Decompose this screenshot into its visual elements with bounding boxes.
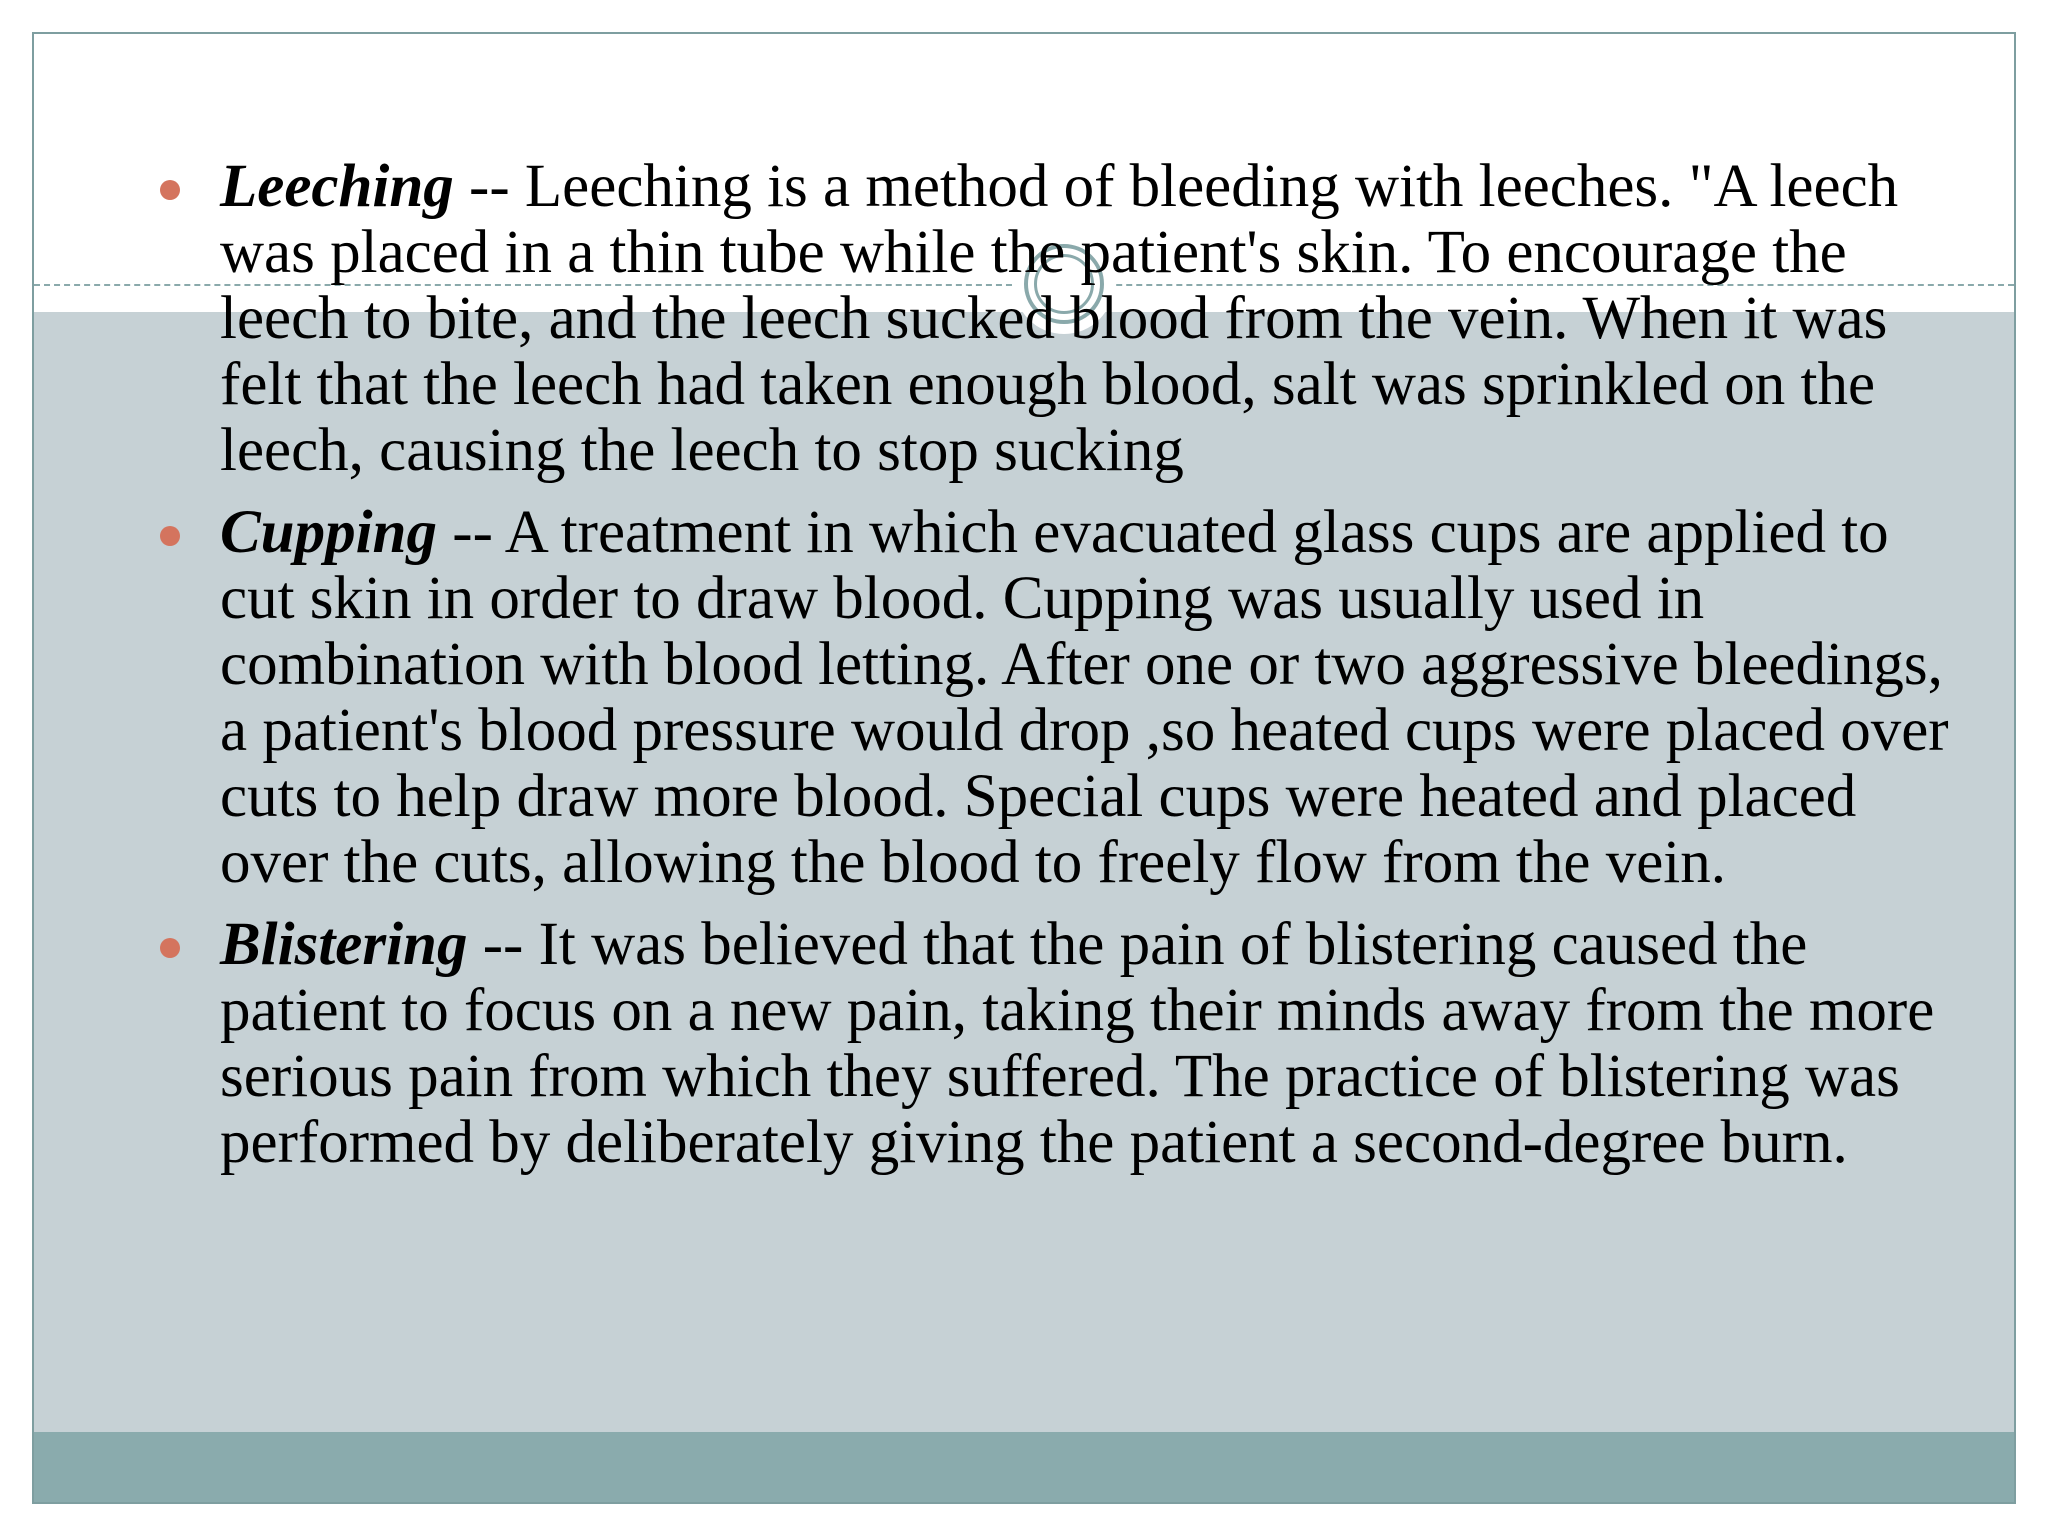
bullet-dot-icon: [160, 180, 180, 200]
bullet-term: Blistering: [220, 911, 468, 978]
bullet-text: -- A treatment in which evacuated glass cups are applied to cut skin in order to draw blood. Cupping was usually used in combination with blood letting. After one or two aggressive bleedings, a patient's blood pressure would drop ,so heated cups were placed over cuts to help draw more blood. Special cups were heated and placed over the cuts, allowing the blood to freely flow from the vein.: [220, 499, 1949, 896]
bullet-list: [144, 154, 1964, 1192]
bullet-item-leeching: [144, 154, 1964, 484]
slide: [34, 34, 2014, 1502]
bullet-dot-icon: [160, 938, 180, 958]
bullet-text: -- It was believed that the pain of blistering caused the patient to focus on a new pain, taking their minds away from the more serious pain from which they suffered. The practice of blistering was performed by deliberately giving the patient a second-degree burn.: [220, 911, 1935, 1176]
bullet-term: Leeching: [220, 153, 454, 220]
bullet-dot-icon: [160, 526, 180, 546]
bullet-item-cupping: [144, 500, 1964, 896]
bullet-item-blistering: [144, 912, 1964, 1176]
bullet-term: Cupping: [220, 499, 437, 566]
bullet-text: -- Leeching is a method of bleeding with leeches. "A leech was placed in a thin tube while the patient's skin. To encourage the leech to bite, and the leech sucked blood from the vein. When it was felt that the leech had taken enough blood, salt was sprinkled on the leech, causing the leech to stop sucking: [220, 153, 1899, 484]
footer-band: [34, 1432, 2014, 1502]
